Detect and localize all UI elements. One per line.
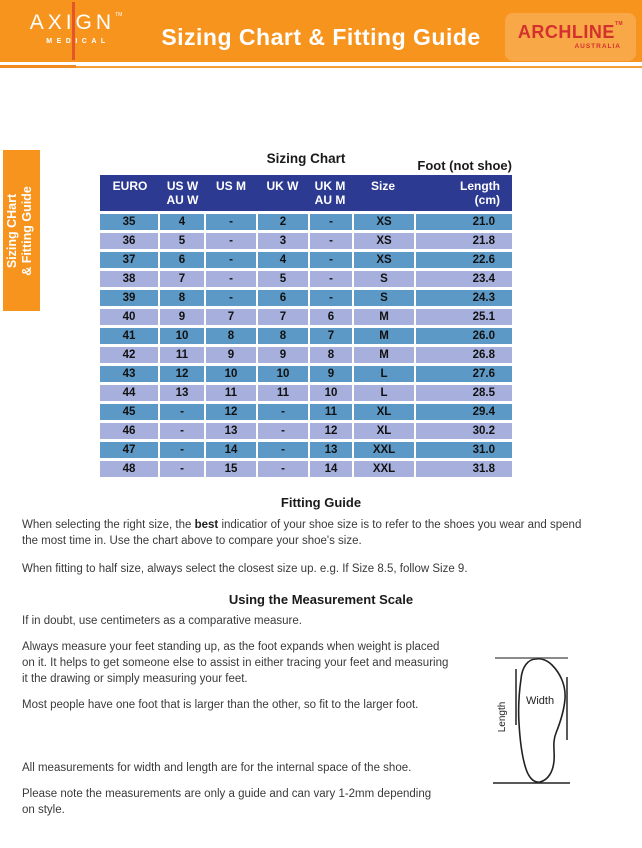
table-row (100, 461, 512, 477)
table-cell: XS (354, 252, 414, 268)
table-cell: 45 (100, 404, 158, 420)
table-cell: 47 (100, 442, 158, 458)
header-band (0, 0, 642, 62)
table-row (100, 290, 512, 306)
foot-outline (519, 659, 566, 782)
table-cell: 13 (310, 442, 352, 458)
fitting-guide-heading: Fitting Guide (280, 495, 362, 510)
table-cell: 4 (160, 214, 204, 230)
table-cell: 9 (310, 366, 352, 382)
table-cell: M (354, 309, 414, 325)
table-cell: 23.4 (416, 271, 512, 287)
table-row (100, 347, 512, 363)
table-cell: 13 (206, 423, 256, 439)
foot-measurement-diagram (488, 645, 642, 795)
table-cell: 4 (258, 252, 308, 268)
table-cell: S (354, 290, 414, 306)
header-divider-accent (0, 65, 76, 68)
column-header-size: Size (370, 179, 395, 193)
table-cell: XL (354, 423, 414, 439)
table-cell: 25.1 (416, 309, 512, 325)
column-header-uk-m: UK M AU M (314, 179, 346, 207)
axign-tm-mark: TM (115, 12, 123, 18)
table-cell: 46 (100, 423, 158, 439)
table-cell: 12 (160, 366, 204, 382)
table-cell: 7 (310, 328, 352, 344)
table-row (100, 385, 512, 401)
para1-text-before: When selecting the right size, the (22, 519, 195, 531)
foot-not-shoe-note: Foot (not shoe) (417, 158, 512, 173)
sizing-table (100, 175, 512, 477)
table-cell: 11 (258, 385, 308, 401)
archline-logo (505, 13, 636, 61)
fitting-guide-paragraph-1 (22, 517, 628, 549)
table-cell: 29.4 (416, 404, 512, 420)
table-cell: 12 (206, 404, 256, 420)
table-cell: - (258, 442, 308, 458)
table-cell: 10 (160, 328, 204, 344)
table-row (100, 252, 512, 268)
table-cell: - (206, 214, 256, 230)
table-cell: 5 (160, 233, 204, 249)
table-cell: XS (354, 214, 414, 230)
table-cell: 14 (310, 461, 352, 477)
table-cell: XS (354, 233, 414, 249)
table-row (100, 423, 512, 439)
table-cell: - (258, 404, 308, 420)
table-cell: 27.6 (416, 366, 512, 382)
table-cell: S (354, 271, 414, 287)
table-cell: - (160, 404, 204, 420)
table-cell: 8 (206, 328, 256, 344)
table-cell: 24.3 (416, 290, 512, 306)
table-row (100, 271, 512, 287)
table-cell: L (354, 366, 414, 382)
side-tab-label (5, 150, 39, 311)
table-cell: 12 (310, 423, 352, 439)
table-row (100, 404, 512, 420)
table-cell: 26.8 (416, 347, 512, 363)
table-cell: 10 (206, 366, 256, 382)
table-cell: 10 (258, 366, 308, 382)
table-cell: XXL (354, 442, 414, 458)
table-cell: 7 (206, 309, 256, 325)
table-cell: M (354, 347, 414, 363)
table-cell: 11 (310, 404, 352, 420)
table-cell: 39 (100, 290, 158, 306)
table-cell: 5 (258, 271, 308, 287)
table-cell: XXL (354, 461, 414, 477)
fitting-guide-paragraph-2: When fitting to half size, always select the closest size up. e.g. If Size 8.5, follow Size 9. (22, 563, 468, 575)
table-cell: 3 (258, 233, 308, 249)
measurement-paragraph-4: All measurements for width and length are for the internal space of the shoe. (22, 762, 412, 774)
table-cell: 15 (206, 461, 256, 477)
measurement-paragraph-2: Always measure your feet standing up, as the foot expands when weight is placed on it. It helps to get someone else to assist in either tracing your feet and measuring it the drawing or simply measuring your feet. (22, 641, 449, 685)
table-cell: 40 (100, 309, 158, 325)
sizing-chart-title: Sizing Chart (266, 151, 346, 166)
table-cell: 7 (258, 309, 308, 325)
archline-logo-subtext: AUSTRALIA (574, 43, 621, 50)
table-cell: 6 (310, 309, 352, 325)
diagram-length-label: Length (497, 701, 508, 733)
table-cell: - (206, 271, 256, 287)
table-cell: 11 (206, 385, 256, 401)
column-header-uk-w: UK W (266, 179, 299, 193)
side-tab (3, 150, 40, 311)
table-cell: 36 (100, 233, 158, 249)
table-cell: XL (354, 404, 414, 420)
table-cell: 42 (100, 347, 158, 363)
table-cell: 9 (258, 347, 308, 363)
archline-logo-text (505, 22, 636, 43)
table-cell: - (206, 252, 256, 268)
archline-tm-mark: TM (614, 21, 624, 27)
table-cell: - (206, 290, 256, 306)
table-cell: 14 (206, 442, 256, 458)
table-cell: - (206, 233, 256, 249)
table-header-row (100, 175, 512, 211)
table-cell: 31.0 (416, 442, 512, 458)
table-cell: 38 (100, 271, 158, 287)
header-divider-rule (0, 66, 642, 68)
measurement-paragraph-3: Most people have one foot that is larger than the other, so fit to the larger foot. (22, 699, 419, 711)
table-cell: 30.2 (416, 423, 512, 439)
table-row (100, 366, 512, 382)
column-header-us-m: US M (216, 179, 246, 193)
table-row (100, 214, 512, 230)
axign-logo-subtext: MEDICAL (46, 38, 110, 45)
table-cell: - (160, 442, 204, 458)
measurement-scale-heading: Using the Measurement Scale (228, 592, 414, 607)
table-cell: 9 (206, 347, 256, 363)
table-cell: 2 (258, 214, 308, 230)
measurement-paragraph-5: Please note the measurements are only a guide and can vary 1-2mm depending on style. (22, 788, 432, 816)
table-cell: 35 (100, 214, 158, 230)
table-cell: - (310, 233, 352, 249)
table-cell: 28.5 (416, 385, 512, 401)
table-row (100, 233, 512, 249)
archline-wordmark: ARCHLINE (517, 22, 615, 42)
table-cell: 6 (160, 252, 204, 268)
table-cell: 7 (160, 271, 204, 287)
page-title: Sizing Chart & Fitting Guide (161, 24, 481, 50)
para1-bold-word: best (194, 519, 219, 531)
column-header-length: Length (cm) (460, 179, 500, 207)
table-cell: - (310, 214, 352, 230)
table-cell: 21.0 (416, 214, 512, 230)
table-cell: 48 (100, 461, 158, 477)
table-row (100, 309, 512, 325)
table-cell: 8 (258, 328, 308, 344)
para1-text-after: indicatior of your shoe size is to refer to the shoes you wear and spend the most time in. Use the chart above to compare your shoe's size. (22, 519, 582, 547)
table-cell: 44 (100, 385, 158, 401)
table-cell: 6 (258, 290, 308, 306)
axign-wordmark: AXIGN (29, 11, 116, 34)
table-cell: - (310, 290, 352, 306)
side-tab-line2: & Fitting Guide (19, 185, 34, 276)
sizing-table-body (100, 214, 512, 477)
table-cell: M (354, 328, 414, 344)
table-row (100, 442, 512, 458)
table-cell: 31.8 (416, 461, 512, 477)
table-cell: - (258, 461, 308, 477)
table-cell: - (310, 271, 352, 287)
table-cell: L (354, 385, 414, 401)
table-cell: 11 (160, 347, 204, 363)
table-cell: 41 (100, 328, 158, 344)
table-cell: - (310, 252, 352, 268)
table-cell: 8 (310, 347, 352, 363)
column-header-euro: EURO (112, 179, 148, 193)
side-tab-line1: Sizing CHart (4, 193, 19, 268)
table-cell: 22.6 (416, 252, 512, 268)
table-cell: 26.0 (416, 328, 512, 344)
table-cell: - (160, 423, 204, 439)
table-cell: 43 (100, 366, 158, 382)
column-header-us-w: US W AU W (166, 179, 199, 207)
table-cell: 10 (310, 385, 352, 401)
table-cell: - (160, 461, 204, 477)
table-cell: 37 (100, 252, 158, 268)
measurement-paragraph-1: If in doubt, use centimeters as a comparative measure. (22, 615, 302, 627)
table-cell: 9 (160, 309, 204, 325)
table-cell: 8 (160, 290, 204, 306)
diagram-width-label: Width (525, 695, 555, 707)
table-row (100, 328, 512, 344)
table-cell: - (258, 423, 308, 439)
table-cell: 21.8 (416, 233, 512, 249)
table-cell: 13 (160, 385, 204, 401)
